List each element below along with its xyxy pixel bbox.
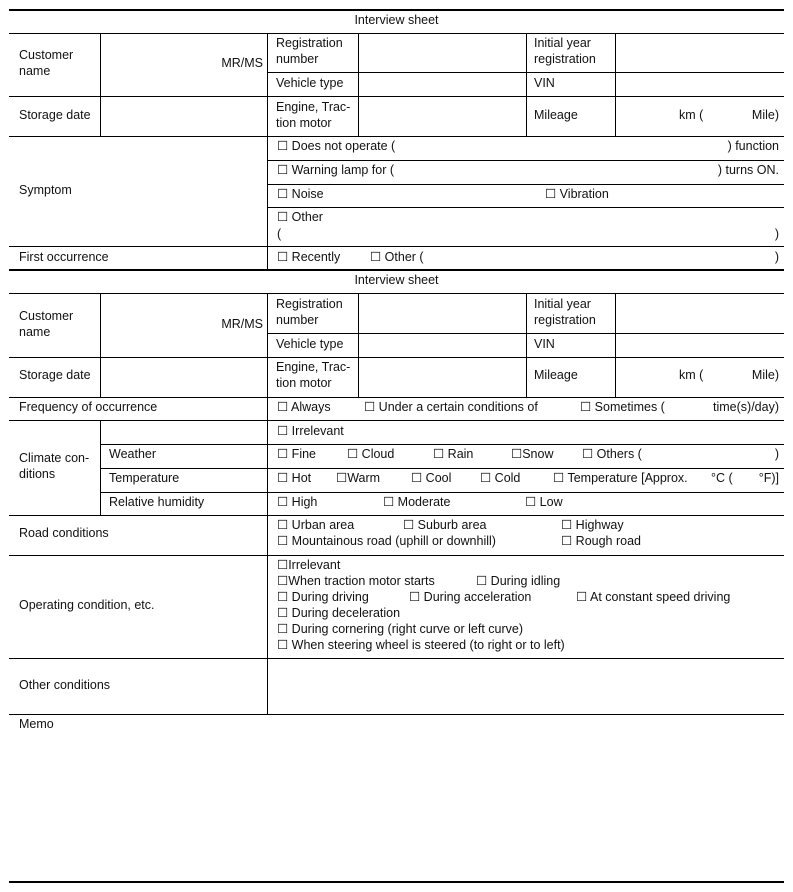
vehicle-type-label: Vehicle type bbox=[276, 337, 344, 351]
cold-option: ☐ Cold bbox=[480, 471, 521, 485]
rule bbox=[9, 658, 784, 659]
mile-label: Mile) bbox=[751, 368, 779, 382]
sheet-title: Interview sheet bbox=[354, 13, 439, 27]
does-not-operate-option: ☐ Does not operate ( bbox=[277, 139, 396, 153]
vibration-option: ☐ Vibration bbox=[545, 187, 609, 201]
always-option: ☐ Always bbox=[277, 400, 331, 414]
rule bbox=[267, 207, 784, 208]
other-conditions-label: Other conditions bbox=[19, 678, 111, 692]
mr-ms-label: MR/MS bbox=[221, 317, 263, 331]
operating-condition-label: Operating condition, etc. bbox=[19, 598, 155, 612]
turns-on-label: ) turns ON. bbox=[717, 163, 779, 177]
climate-conditions-label: Climate con- ditions bbox=[19, 451, 90, 481]
symptom-label: Symptom bbox=[19, 183, 72, 197]
moderate-option: ☐ Moderate bbox=[383, 495, 451, 509]
registration-number-label: Registration number bbox=[276, 297, 343, 327]
weather-label: Weather bbox=[109, 447, 157, 461]
suburb-area-option: ☐ Suburb area bbox=[403, 518, 487, 532]
warm-option: ☐Warm bbox=[336, 471, 381, 485]
snow-option: ☐Snow bbox=[511, 447, 554, 461]
rule bbox=[100, 293, 101, 397]
rule bbox=[9, 9, 784, 11]
rule bbox=[100, 420, 101, 515]
sheet-title: Interview sheet bbox=[354, 273, 439, 287]
rule bbox=[9, 515, 784, 516]
rough-road-option: ☐ Rough road bbox=[561, 534, 642, 548]
climate-irrelevant-option: ☐ Irrelevant bbox=[277, 424, 344, 438]
frequency-label: Frequency of occurrence bbox=[19, 400, 158, 414]
highway-option: ☐ Highway bbox=[561, 518, 624, 532]
engine-label: Engine, Trac- tion motor bbox=[276, 100, 351, 130]
low-option: ☐ Low bbox=[525, 495, 563, 509]
registration-number-label: Registration number bbox=[276, 36, 343, 66]
acceleration-option: ☐ During acceleration bbox=[409, 590, 532, 604]
temperature-approx-option: ☐ Temperature [Approx. bbox=[553, 471, 688, 485]
rule bbox=[9, 714, 784, 715]
cool-option: ☐ Cool bbox=[411, 471, 452, 485]
rain-option: ☐ Rain bbox=[433, 447, 474, 461]
warning-lamp-option: ☐ Warning lamp for ( bbox=[277, 163, 395, 177]
rule bbox=[9, 357, 784, 358]
steering-option: ☐ When steering wheel is steered (to right or to left) bbox=[277, 638, 565, 652]
mountainous-road-option: ☐ Mountainous road (uphill or downhill) bbox=[277, 534, 496, 548]
noise-option: ☐ Noise bbox=[277, 187, 324, 201]
rule bbox=[100, 468, 784, 469]
rule bbox=[9, 96, 784, 97]
rule bbox=[526, 33, 527, 136]
mr-ms-label: MR/MS bbox=[221, 56, 263, 70]
sometimes-option: ☐ Sometimes ( bbox=[580, 400, 665, 414]
mileage-label: Mileage bbox=[534, 108, 578, 122]
constant-speed-option: ☐ At constant speed driving bbox=[576, 590, 731, 604]
km-label: km ( bbox=[679, 108, 704, 122]
rule bbox=[100, 492, 784, 493]
rule bbox=[9, 881, 784, 883]
rule bbox=[9, 33, 784, 34]
function-label: ) function bbox=[727, 139, 779, 153]
rule bbox=[615, 33, 616, 136]
engine-label: Engine, Trac- tion motor bbox=[276, 360, 351, 390]
cornering-option: ☐ During cornering (right curve or left curve) bbox=[277, 622, 524, 636]
mileage-label: Mileage bbox=[534, 368, 578, 382]
close-paren: ) bbox=[774, 227, 779, 241]
motor-starts-option: ☐When traction motor starts bbox=[277, 574, 435, 588]
rule bbox=[267, 160, 784, 161]
rule bbox=[615, 293, 616, 397]
deg-f-label: °F)] bbox=[758, 471, 779, 485]
close-paren: ) bbox=[774, 447, 779, 461]
rule bbox=[526, 293, 527, 397]
rule bbox=[100, 444, 784, 445]
storage-date-label: Storage date bbox=[19, 108, 91, 122]
other-occurrence-option: ☐ Other ( bbox=[370, 250, 424, 264]
rule bbox=[9, 246, 784, 247]
rule bbox=[9, 555, 784, 556]
initial-year-registration-label: Initial year registration bbox=[534, 297, 596, 327]
other-option: ☐ Other bbox=[277, 210, 323, 224]
rule bbox=[9, 397, 784, 398]
memo-label: Memo bbox=[19, 717, 54, 731]
driving-option: ☐ During driving bbox=[277, 590, 369, 604]
recently-option: ☐ Recently bbox=[277, 250, 341, 264]
road-conditions-label: Road conditions bbox=[19, 526, 109, 540]
op-irrelevant-option: ☐Irrelevant bbox=[277, 558, 341, 572]
rule bbox=[358, 33, 359, 136]
relative-humidity-label: Relative humidity bbox=[109, 495, 205, 509]
deg-c-label: °C ( bbox=[711, 471, 733, 485]
high-option: ☐ High bbox=[277, 495, 318, 509]
rule bbox=[9, 269, 784, 271]
rule bbox=[9, 420, 784, 421]
deceleration-option: ☐ During deceleration bbox=[277, 606, 401, 620]
vin-label: VIN bbox=[534, 337, 555, 351]
km-label: km ( bbox=[679, 368, 704, 382]
times-per-day-label: time(s)/day) bbox=[713, 400, 779, 414]
idling-option: ☐ During idling bbox=[476, 574, 561, 588]
customer-name-label: Customer name bbox=[19, 309, 74, 339]
first-occurrence-label: First occurrence bbox=[19, 250, 109, 264]
rule bbox=[267, 293, 268, 714]
close-paren: ) bbox=[774, 250, 779, 264]
urban-area-option: ☐ Urban area bbox=[277, 518, 355, 532]
vin-label: VIN bbox=[534, 76, 555, 90]
storage-date-label: Storage date bbox=[19, 368, 91, 382]
cloud-option: ☐ Cloud bbox=[347, 447, 395, 461]
fine-option: ☐ Fine bbox=[277, 447, 316, 461]
vehicle-type-label: Vehicle type bbox=[276, 76, 344, 90]
rule bbox=[267, 33, 268, 269]
rule bbox=[100, 33, 101, 136]
rule bbox=[9, 136, 784, 137]
hot-option: ☐ Hot bbox=[277, 471, 312, 485]
mile-label: Mile) bbox=[751, 108, 779, 122]
customer-name-label: Customer name bbox=[19, 48, 74, 78]
open-paren: ( bbox=[277, 227, 282, 241]
certain-conditions-option: ☐ Under a certain conditions of bbox=[364, 400, 538, 414]
rule bbox=[358, 293, 359, 397]
initial-year-registration-label: Initial year registration bbox=[534, 36, 596, 66]
rule bbox=[267, 184, 784, 185]
temperature-label: Temperature bbox=[109, 471, 180, 485]
rule bbox=[9, 293, 784, 294]
others-option: ☐ Others ( bbox=[582, 447, 642, 461]
